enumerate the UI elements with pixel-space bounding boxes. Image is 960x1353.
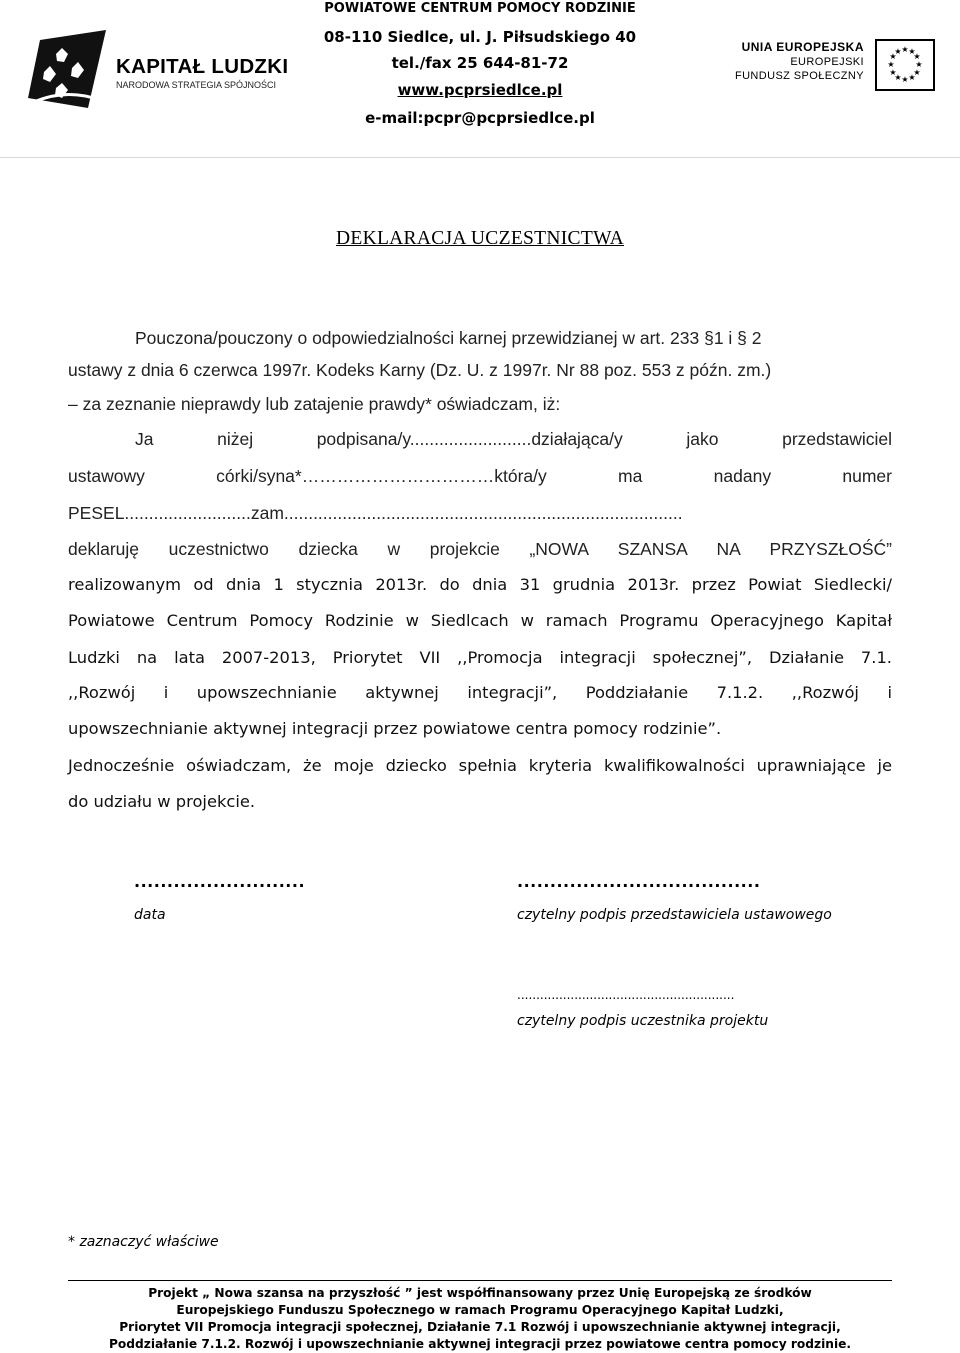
svg-text:★: ★ — [901, 45, 909, 54]
body-line-12: upowszechnianie aktywnej integracji przez powiatowe centra pomocy rodzinie”. — [68, 719, 722, 738]
org-address: 08-110 Siedlce, ul. J. Piłsudskiego 40 — [323, 28, 637, 46]
kapital-ludzki-emblem-icon — [26, 28, 110, 112]
kapital-ludzki-logo — [26, 28, 316, 112]
body-line-13: Jednocześnie oświadczam, że moje dziecko spełnia kryteria kwalifikowalności uprawniające je — [68, 756, 892, 775]
svg-text:★: ★ — [887, 60, 895, 69]
body-line-10: Ludzki na lata 2007-2013, Priorytet VII ,,Promocja integracji społecznej”, Działanie 7.1. — [68, 648, 892, 667]
body-line-14: do udziału w projekcie. — [68, 792, 256, 811]
body-line-11: ,,Rozwój i upowszechnianie aktywnej integracji”, Poddziałanie 7.1.2. ,,Rozwój i — [68, 683, 892, 702]
svg-text:★: ★ — [889, 52, 897, 61]
org-email: e-mail:pcpr@pcprsiedlce.pl — [365, 109, 595, 127]
kapital-ludzki-title: KAPITAŁ LUDZKI — [116, 55, 289, 78]
eu-logo-line3: FUNDUSZ SPOŁECZNY — [734, 70, 864, 82]
footnote: * zaznaczyć właściwe — [68, 1234, 219, 1250]
org-name: POWIATOWE CENTRUM POMOCY RODZINIE — [324, 1, 636, 16]
body-line-7: deklaruję uczestnictwo dziecka w projekcie „NOWA SZANSA NA PRZYSZŁOŚĆ” — [68, 539, 892, 559]
document-title: DEKLARACJA UCZESTNICTWA — [335, 228, 625, 249]
svg-text:★: ★ — [901, 75, 909, 84]
body-line-6: PESEL..........................zam.................................................................................. — [68, 503, 683, 523]
kapital-ludzki-subtitle: NARODOWA STRATEGIA SPÓJNOŚCI — [116, 80, 277, 90]
body-line-9: Powiatowe Centrum Pomocy Rodzinie w Siedlcach w ramach Programu Operacyjnego Kapitał — [68, 611, 892, 630]
eu-logo — [736, 40, 936, 95]
date-dots: .......................... — [134, 872, 306, 891]
footer — [68, 1285, 892, 1353]
body-line-3: – za zeznanie nieprawdy lub zatajenie prawdy* oświadczam, iż: — [68, 394, 561, 414]
representative-signature-dots: ..................................... — [517, 872, 761, 891]
org-website-link[interactable]: www.pcprsiedlce.pl — [397, 81, 563, 99]
svg-text:★: ★ — [894, 47, 902, 56]
org-phone: tel./fax 25 644-81-72 — [391, 54, 569, 72]
footer-line-1: Projekt „ Nowa szansa na przyszłość ” jest współfinansowany przez Unię Europejską ze środków — [148, 1286, 812, 1300]
eu-logo-line1: UNIA EUROPEJSKA — [741, 40, 864, 54]
representative-signature-label: czytelny podpis przedstawiciela ustawowego — [517, 907, 832, 923]
participant-signature-dots: ......................................................... — [517, 988, 735, 1002]
svg-text:★: ★ — [913, 68, 921, 77]
footer-line-2: Europejskiego Funduszu Społecznego w ramach Programu Operacyjnego Kapitał Ludzki, — [176, 1303, 784, 1317]
svg-text:★: ★ — [889, 68, 897, 77]
svg-text:★: ★ — [894, 73, 902, 82]
body-line-8: realizowanym od dnia 1 stycznia 2013r. do dnia 31 grudnia 2013r. przez Powiat Siedlecki/ — [68, 575, 892, 594]
svg-text:★: ★ — [913, 52, 921, 61]
body-line-5: ustawowy córki/syna*……………………………która/y ma nadany numer — [68, 466, 892, 486]
participant-signature-label: czytelny podpis uczestnika projektu — [517, 1013, 769, 1029]
svg-text:★: ★ — [908, 73, 916, 82]
header-divider — [0, 157, 960, 158]
svg-text:★: ★ — [908, 47, 916, 56]
organization-header — [310, 0, 650, 132]
date-label: data — [134, 907, 166, 923]
eu-logo-line2: EUROPEJSKI — [790, 56, 864, 68]
body-line-4: Ja niżej podpisana/y.........................działająca/y jako przedstawiciel — [135, 429, 892, 449]
body-line-2: ustawy z dnia 6 czerwca 1997r. Kodeks Karny (Dz. U. z 1997r. Nr 88 poz. 553 z późn. zm.) — [68, 360, 772, 380]
svg-text:★: ★ — [915, 60, 923, 69]
footer-line-3: Priorytet VII Promocja integracji społecznej, Działanie 7.1 Rozwój i upowszechnianie aktywnej integracji, — [119, 1320, 841, 1334]
body-line-1: Pouczona/pouczony o odpowiedzialności karnej przewidzianej w art. 233 §1 i § 2 — [135, 328, 762, 348]
eu-flag-icon — [874, 34, 936, 96]
footer-divider — [68, 1280, 892, 1281]
footer-line-4: Poddziałanie 7.1.2. Rozwój i upowszechnianie aktywnej integracji przez powiatowe centra pomocy rodzinie. — [108, 1337, 852, 1351]
